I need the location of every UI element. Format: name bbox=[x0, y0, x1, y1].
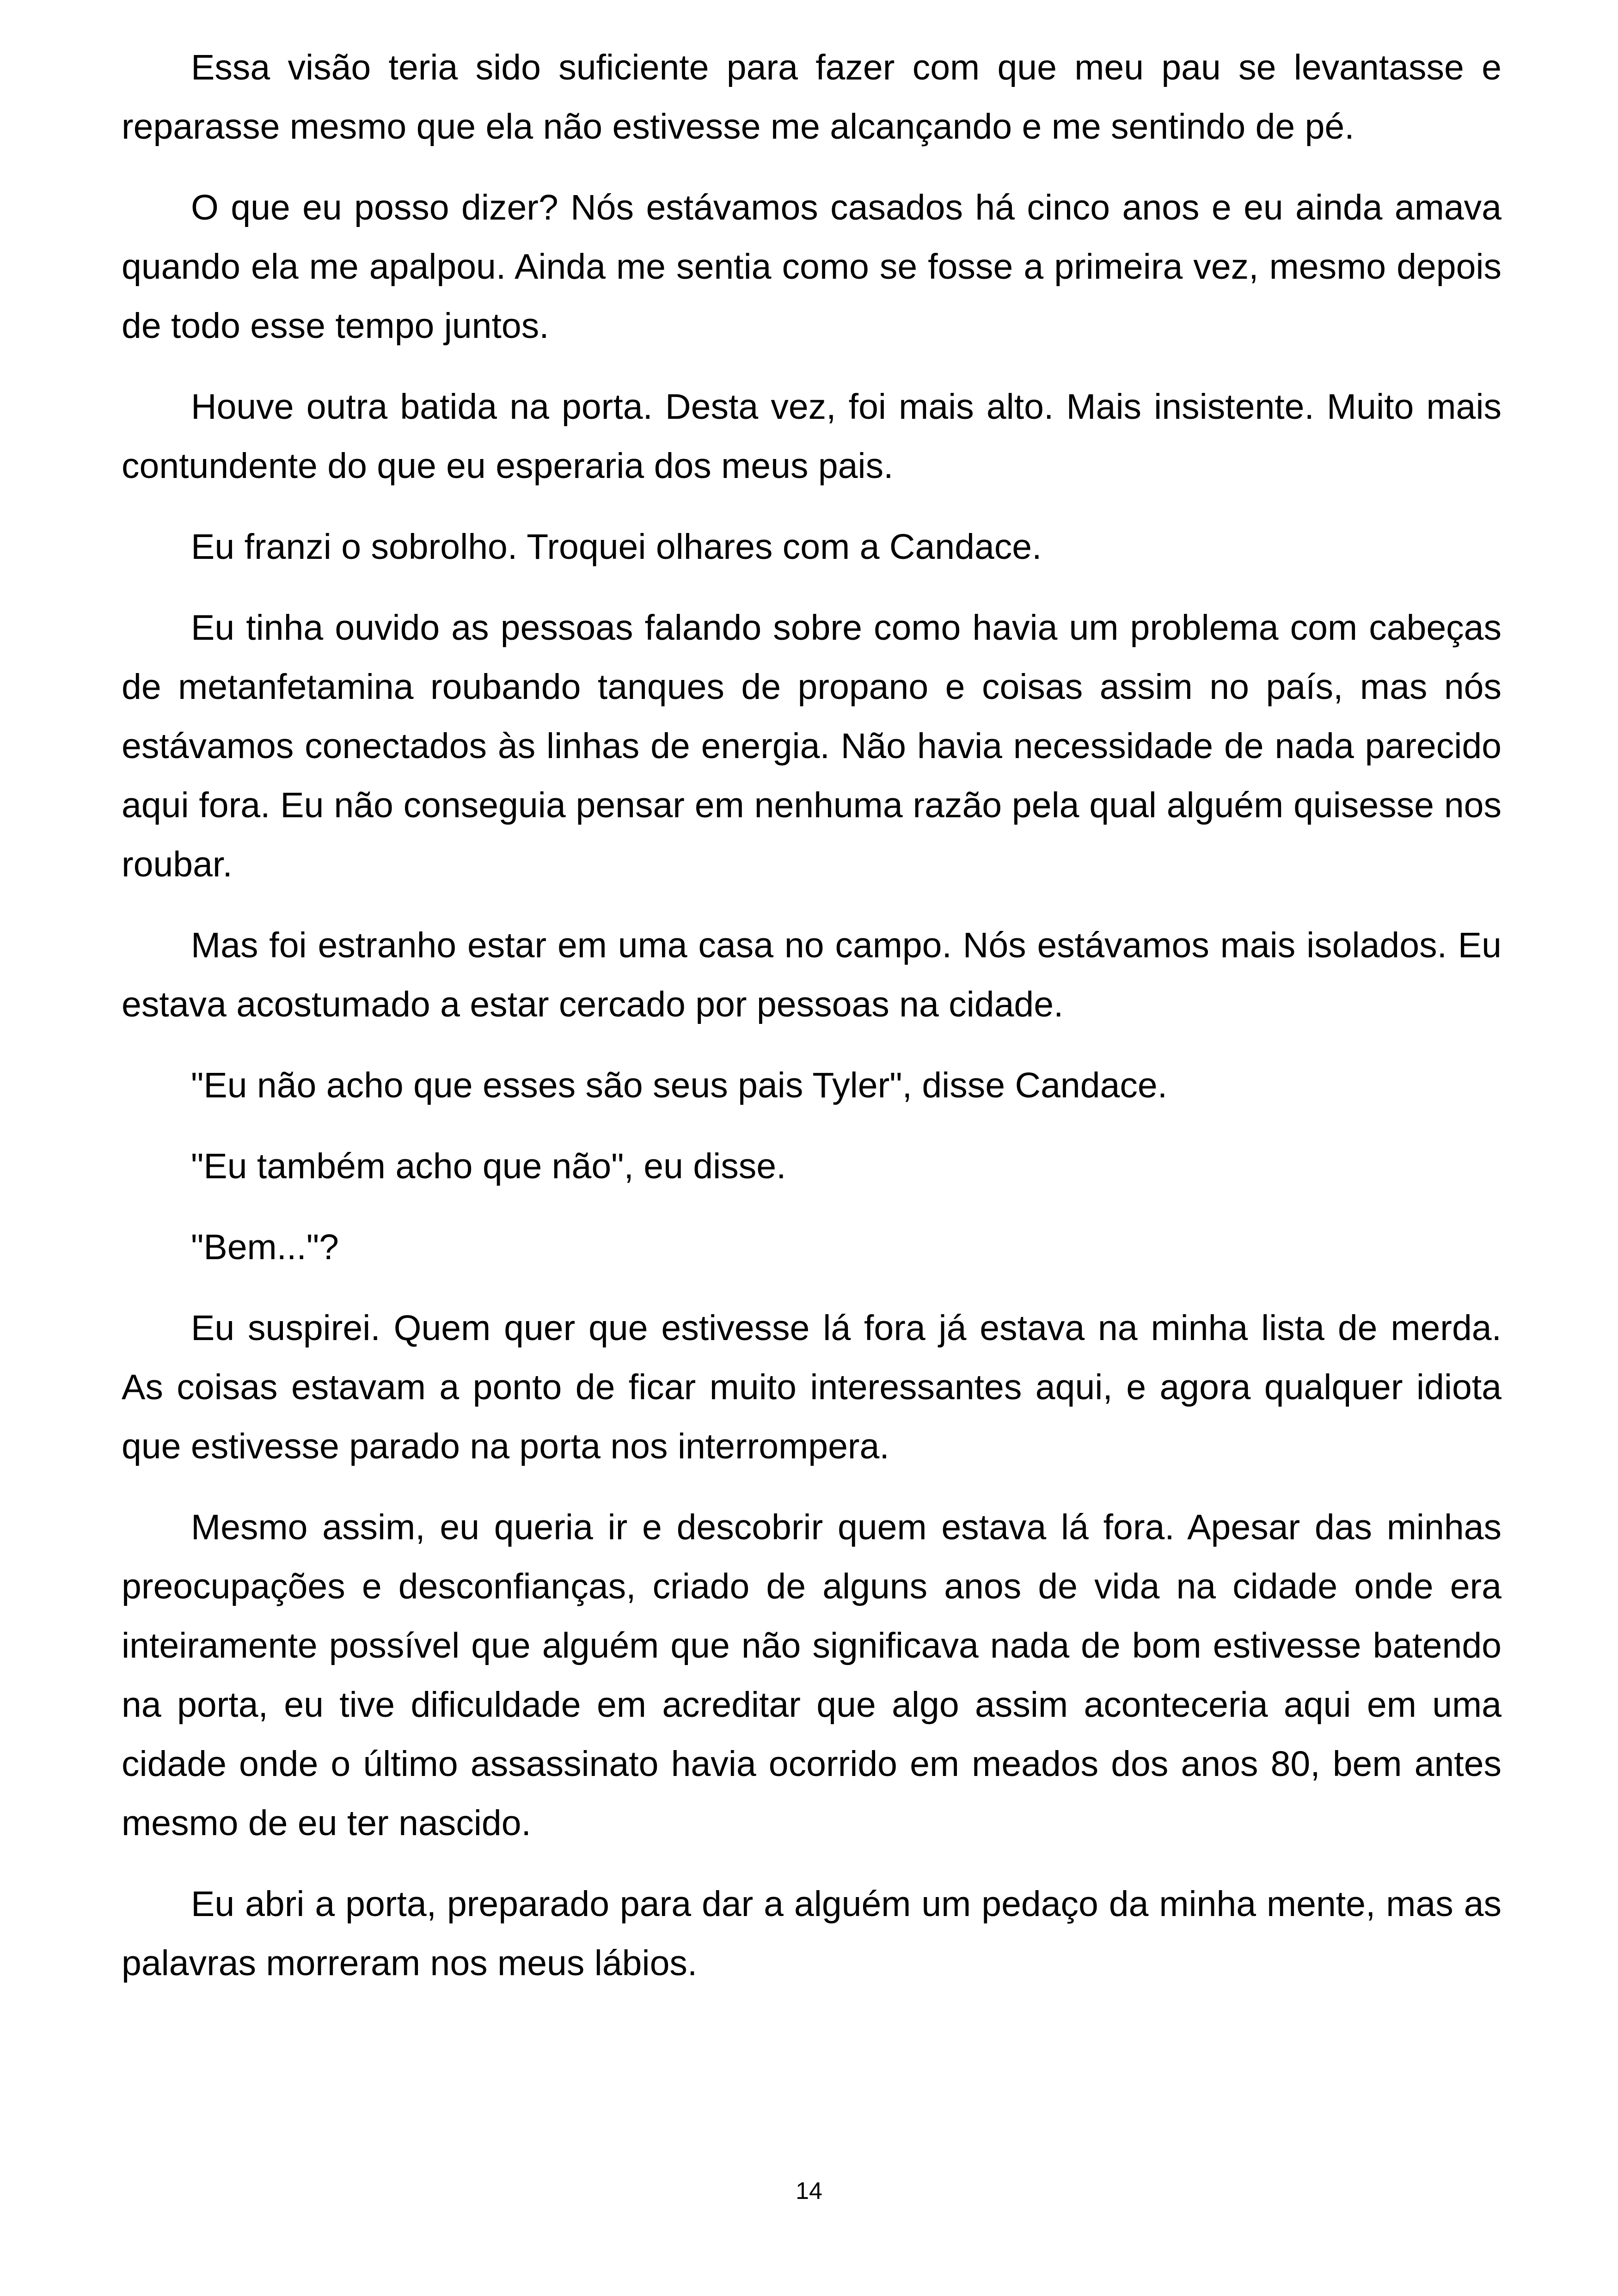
paragraph: O que eu posso dizer? Nós estávamos casados há cinco anos e eu ainda amava quando ela me apalpou. Ainda me sentia como se fosse a primeira vez, mesmo depois de todo esse tempo juntos. bbox=[122, 188, 1502, 346]
paragraph: Eu franzi o sobrolho. Troquei olhares com a Candace. bbox=[191, 527, 1042, 567]
paragraph: "Bem..."? bbox=[191, 1227, 339, 1267]
body-text bbox=[122, 38, 1502, 2014]
paragraph: Mesmo assim, eu queria ir e descobrir quem estava lá fora. Apesar das minhas preocupações e desconfianças, criado de alguns anos de vida na cidade onde era inteiramente possível que alguém que não significava nada de bom estivesse batendo na porta, eu tive dificuldade em acreditar que algo assim aconteceria aqui em uma cidade onde o último assassinato havia ocorrido em meados dos anos 80, bem antes mesmo de eu ter nascido. bbox=[122, 1507, 1502, 1843]
paragraph: Houve outra batida na porta. Desta vez, foi mais alto. Mais insistente. Muito mais contundente do que eu esperaria dos meus pais. bbox=[122, 387, 1502, 486]
paragraph: "Eu não acho que esses são seus pais Tyler", disse Candace. bbox=[191, 1065, 1168, 1105]
paragraph: Mas foi estranho estar em uma casa no campo. Nós estávamos mais isolados. Eu estava acostumado a estar cercado por pessoas na cidade. bbox=[122, 925, 1502, 1024]
paragraph: Eu abri a porta, preparado para dar a alguém um pedaço da minha mente, mas as palavras morreram nos meus lábios. bbox=[122, 1884, 1502, 1983]
paragraph: Essa visão teria sido suficiente para fazer com que meu pau se levantasse e reparasse mesmo que ela não estivesse me alcançando e me sentindo de pé. bbox=[122, 48, 1502, 147]
paragraph: "Eu também acho que não", eu disse. bbox=[191, 1146, 786, 1186]
paragraph: Eu tinha ouvido as pessoas falando sobre como havia um problema com cabeças de metanfetamina roubando tanques de propano e coisas assim no país, mas nós estávamos conectados às linhas de energia. Não havia necessidade de nada parecido aqui fora. Eu não conseguia pensar em nenhuma razão pela qual alguém quisesse nos roubar. bbox=[122, 608, 1502, 884]
paragraph: Eu suspirei. Quem quer que estivesse lá fora já estava na minha lista de merda. As coisas estavam a ponto de ficar muito interessantes aqui, e agora qualquer idiota que estivesse parado na porta nos interrompera. bbox=[122, 1308, 1502, 1466]
page-number: 14 bbox=[796, 2178, 822, 2204]
